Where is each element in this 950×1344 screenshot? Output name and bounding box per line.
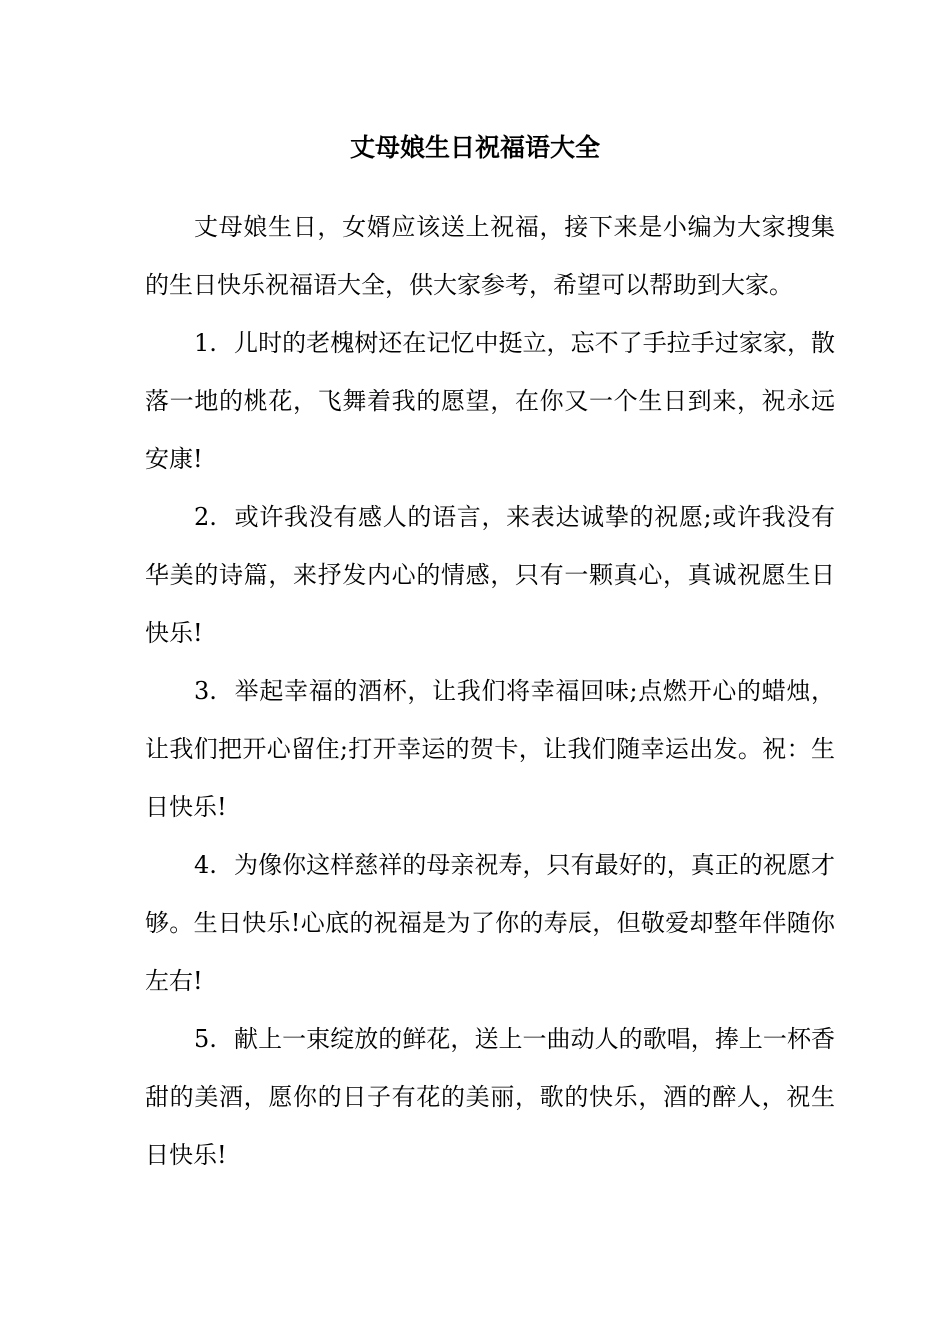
list-item bbox=[145, 488, 835, 662]
item-text: 献上一束绽放的鲜花，送上一曲动人的歌唱，捧上一杯香甜的美酒，愿你的日子有花的美丽，歌的快乐，酒的醉人，祝生日快乐! bbox=[145, 1025, 835, 1169]
intro-paragraph: 丈母娘生日，女婿应该送上祝福，接下来是小编为大家搜集的生日快乐祝福语大全，供大家参考，希望可以帮助到大家。 bbox=[145, 213, 835, 299]
item-number: 3. bbox=[194, 677, 217, 705]
document-body bbox=[145, 198, 835, 1184]
item-number: 4. bbox=[194, 851, 217, 879]
list-item bbox=[145, 836, 835, 1010]
item-number: 5. bbox=[194, 1025, 217, 1053]
list-item bbox=[145, 314, 835, 488]
item-text: 或许我没有感人的语言，来表达诚挚的祝愿;或许我没有华美的诗篇，来抒发内心的情感，只有一颗真心，真诚祝愿生日快乐! bbox=[145, 503, 835, 647]
list-item bbox=[145, 662, 835, 836]
item-text: 举起幸福的酒杯，让我们将幸福回味;点燃开心的蜡烛，让我们把开心留住;打开幸运的贺卡，让我们随幸运出发。祝：生日快乐! bbox=[145, 677, 835, 821]
item-number: 1. bbox=[194, 329, 217, 357]
item-text: 为像你这样慈祥的母亲祝寿，只有最好的，真正的祝愿才够。生日快乐!心底的祝福是为了你的寿辰，但敬爱却整年伴随你左右! bbox=[145, 851, 835, 995]
item-number: 2. bbox=[194, 503, 217, 531]
list-item bbox=[145, 1010, 835, 1184]
item-text: 儿时的老槐树还在记忆中挺立，忘不了手拉手过家家，散落一地的桃花，飞舞着我的愿望，在你又一个生日到来，祝永远安康! bbox=[145, 329, 835, 473]
document-title: 丈母娘生日祝福语大全 bbox=[349, 133, 600, 162]
